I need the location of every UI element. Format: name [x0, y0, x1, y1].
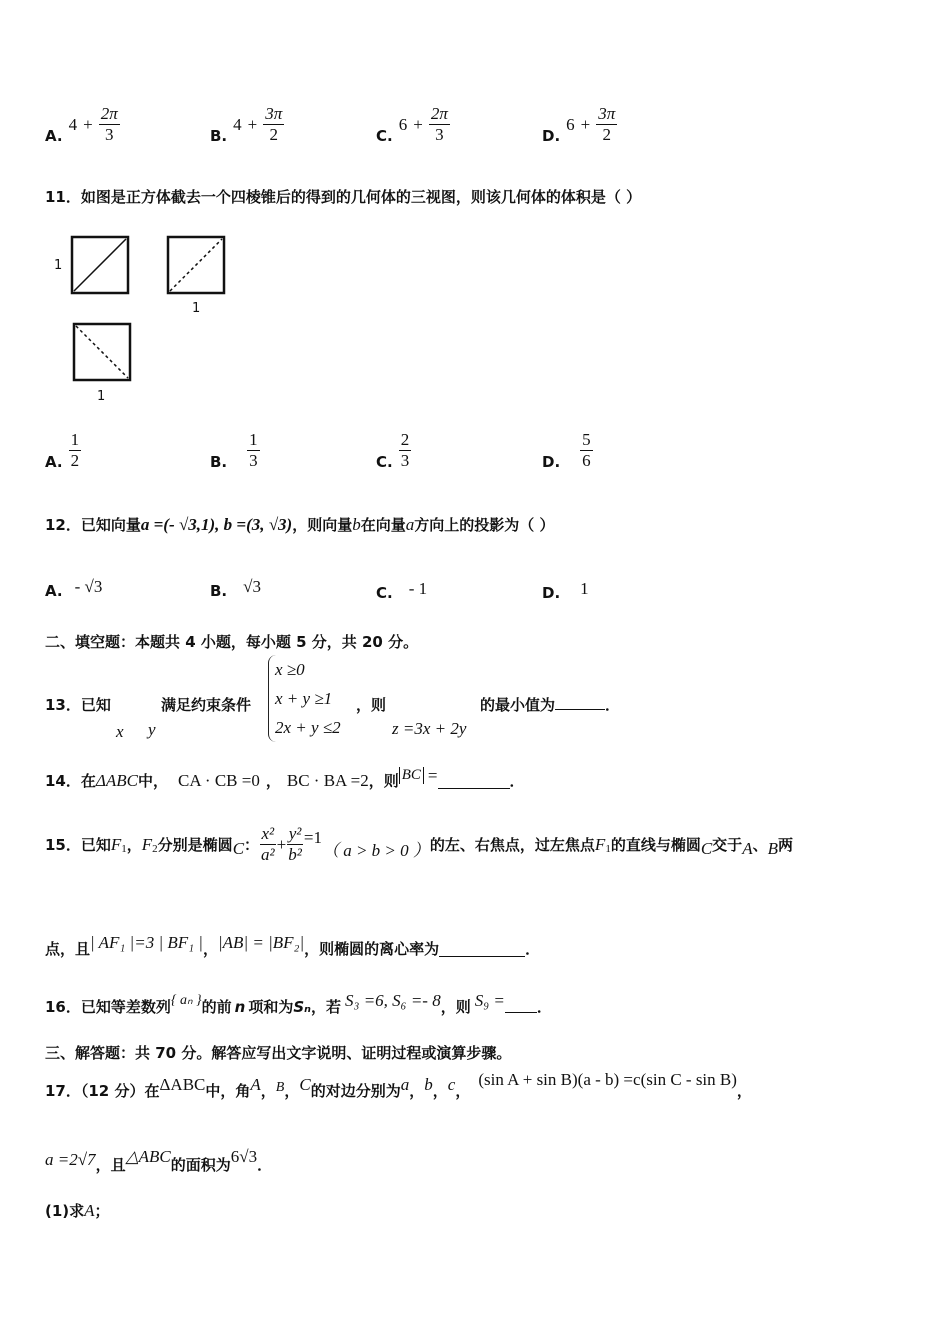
q13-constraint-system: x ≥0 x + y ≥1 2x + y ≤2	[268, 655, 341, 742]
q13-then: ，则	[356, 696, 387, 714]
q10-option-d: D. 6 + $\frac{3\pi}{2}$	[542, 104, 616, 145]
q15-stem-line2: 点，且 | AF₁ |=3 | BF₁ | ， |AB| = |BF₂| ，则椭圆的离心率为 ．	[45, 932, 541, 958]
fraction: $\frac{\text{y²}}{\text{b²}}$	[288, 824, 302, 864]
q10-option-a: A. 4 + $\frac{2\pi}{3}$	[45, 104, 118, 145]
q10-option-c: C. 6 + $\frac{2\pi}{3}$	[376, 104, 448, 145]
section-3-heading: 三、解答题：共 70 分。解答应写出文字说明、证明过程或演算步骤。	[45, 1044, 512, 1062]
q12-option-c: C. - 1	[376, 579, 428, 602]
q13-constraint-label: 满足约束条件	[161, 696, 252, 714]
q15-stem-line1: 15．已知 F 1 ， F 2 分别是椭圆 C ： $\frac{\text{x²}}{\text{a²}}$ + $\frac{\text{y²}}{\text{b²}}$ =1 （ a > b > 0 ） 的左、右焦点，过左焦点 F 1 的直线与椭圆 C 交于 A 、 B 两	[45, 824, 793, 864]
fraction: $\frac{1}{3}$	[249, 430, 258, 470]
section-2-heading: 二、填空题：本题共 4 小题，每小题 5 分，共 20 分。	[45, 633, 419, 651]
q16-stem: 16．已知等差数列 { aₙ } 的前 n 项和为 Sₙ ，若 S₃ =6, S₆ =- 8 ，则 S₉ = ．	[45, 990, 552, 1016]
fraction: $\frac{3\pi}{2}$	[265, 104, 283, 144]
q10-option-b: B. 4 + $\frac{3\pi}{2}$	[210, 104, 283, 145]
q17-stem-line2: a =2√7 ，且 △ABC 的面积为 6√3 ．	[45, 1146, 273, 1174]
q12-option-d: D. 1	[542, 579, 589, 602]
answer-blank	[439, 956, 525, 957]
q12-option-b: B. √3	[210, 577, 261, 600]
fraction: $\frac{2\pi}{3}$	[430, 104, 448, 144]
three-view-figure	[50, 228, 240, 408]
q11-option-c: C. $\frac{2}{3}$	[376, 430, 410, 471]
q13-var-x: x	[116, 722, 124, 741]
top-view-dimension-label: 1	[97, 389, 106, 404]
q11-option-d: D. $\frac{5}{6}$	[542, 430, 591, 471]
fraction: $\frac{3\pi}{2}$	[598, 104, 616, 144]
q11-stem: 11．如图是正方体截去一个四棱锥后的得到的几何体的三视图，则该几何体的体积是（ ）	[45, 188, 642, 206]
q11-option-b: B. $\frac{1}{3}$	[210, 430, 258, 471]
q13-prefix: 13．已知	[45, 696, 111, 714]
q17-subquestion-1: (1)求 A ；	[45, 1200, 110, 1220]
answer-blank	[555, 709, 605, 710]
fraction: $\frac{1}{2}$	[70, 430, 80, 470]
fraction: $\frac{2}{3}$	[400, 430, 410, 470]
q12-option-a: A. - √3	[45, 577, 103, 600]
q13-var-y: y	[148, 720, 156, 739]
q13-objective: z =3x + 2y	[392, 719, 467, 738]
q14-stem: 14．在 ΔABC 中， CA · CB =0 ， BC · BA =2 ，则 BC = ．	[45, 765, 525, 790]
side-view-dashed-diagonal	[170, 239, 222, 291]
side-view-dimension-label: 1	[192, 301, 201, 316]
answer-blank	[438, 788, 510, 789]
fraction: $\frac{\text{x²}}{\text{a²}}$	[261, 824, 275, 864]
q12-stem: 12．已知向量a =(- √3,1), b =(3, √3)，则向量b在向量a方向上的投影为（ ）	[45, 515, 555, 534]
fraction: $\frac{2\pi}{3}$	[100, 104, 118, 144]
answer-blank	[505, 1012, 537, 1013]
front-view-dimension-label: 1	[54, 258, 63, 273]
front-view-diagonal	[74, 239, 126, 291]
q11-option-a: A. $\frac{1}{2}$	[45, 430, 80, 471]
top-view-dashed-diagonal	[76, 326, 128, 378]
q13-question: 的最小值为 ．	[480, 696, 621, 714]
q17-stem-line1: 17．（12 分）在 ΔABC 中，角 A ， B ， C 的对边分别为 a ， b ， c ， (sin A + sin B)(a - b) =c(sin C - sin B) ，	[45, 1069, 752, 1100]
fraction: $\frac{5}{6}$	[582, 430, 591, 470]
